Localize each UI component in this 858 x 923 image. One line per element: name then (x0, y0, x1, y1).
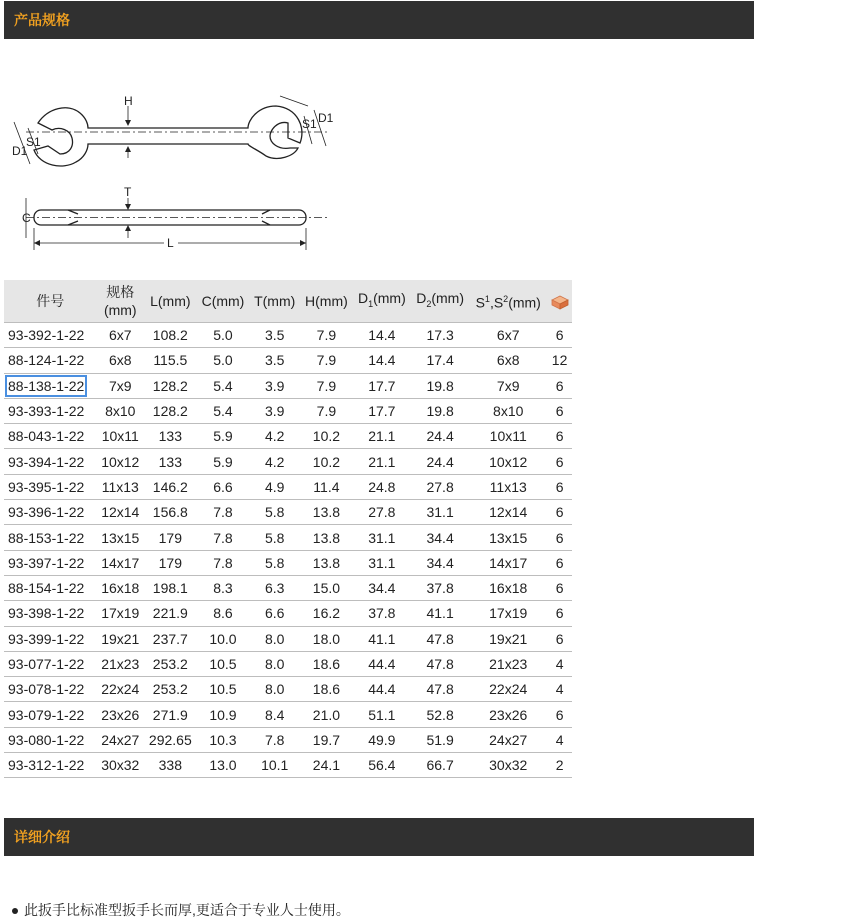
table-cell: 3.9 (249, 373, 300, 398)
section-title: 产品规格 (14, 12, 70, 28)
table-cell: 8x10 (97, 398, 144, 423)
table-row (4, 753, 572, 778)
table-cell: 14x17 (97, 550, 144, 575)
table-cell: 4.2 (249, 449, 300, 474)
table-cell: 5.8 (249, 550, 300, 575)
section-header-details (4, 818, 754, 856)
table-cell: 10x11 (469, 424, 547, 449)
table-cell: 7.9 (300, 373, 353, 398)
table-cell: 5.0 (197, 348, 250, 373)
table-row (4, 601, 572, 626)
table-cell: 3.5 (249, 323, 300, 348)
table-cell: 37.8 (353, 601, 411, 626)
table-cell: 10x12 (97, 449, 144, 474)
table-cell: 271.9 (144, 702, 197, 727)
table-cell: 6x8 (97, 348, 144, 373)
table-cell: 30x32 (97, 753, 144, 778)
table-cell: 47.8 (411, 651, 469, 676)
table-row (4, 525, 572, 550)
table-cell: 8.3 (197, 575, 250, 600)
table-row (4, 575, 572, 600)
table-cell: 221.9 (144, 601, 197, 626)
spec-table (4, 280, 572, 778)
table-row (4, 677, 572, 702)
table-cell: 5.9 (197, 424, 250, 449)
part-number-cell[interactable]: 93-079-1-22 (4, 702, 97, 727)
table-cell: 4.9 (249, 474, 300, 499)
table-cell: 47.8 (411, 626, 469, 651)
col-header-pack (547, 280, 572, 323)
part-number-cell[interactable]: 93-395-1-22 (4, 474, 97, 499)
table-row (4, 702, 572, 727)
table-cell: 66.7 (411, 753, 469, 778)
table-cell: 30x32 (469, 753, 547, 778)
table-cell: 4.2 (249, 424, 300, 449)
table-cell: 37.8 (411, 575, 469, 600)
table-cell: 7.8 (197, 500, 250, 525)
table-cell: 3.5 (249, 348, 300, 373)
table-cell: 6x7 (469, 323, 547, 348)
description-item (12, 900, 350, 920)
table-row (4, 651, 572, 676)
label-H: H (124, 94, 133, 108)
table-cell: 41.1 (353, 626, 411, 651)
table-cell: 338 (144, 753, 197, 778)
table-cell: 23x26 (97, 702, 144, 727)
part-number-cell[interactable]: 93-398-1-22 (4, 601, 97, 626)
table-cell: 108.2 (144, 323, 197, 348)
table-cell: 198.1 (144, 575, 197, 600)
part-number-cell[interactable]: 93-078-1-22 (4, 677, 97, 702)
table-cell: 14.4 (353, 348, 411, 373)
part-number-cell[interactable]: 93-397-1-22 (4, 550, 97, 575)
part-number-cell[interactable]: 93-394-1-22 (4, 449, 97, 474)
description-text: 此扳手比标准型扳手长而厚,更适合于专业人士使用。 (24, 902, 350, 918)
table-cell: 146.2 (144, 474, 197, 499)
table-cell: 56.4 (353, 753, 411, 778)
table-cell: 6.3 (249, 575, 300, 600)
table-cell: 17.4 (411, 348, 469, 373)
table-cell: 8.0 (249, 651, 300, 676)
table-cell: 15.0 (300, 575, 353, 600)
table-cell: 5.4 (197, 373, 250, 398)
table-cell: 6x7 (97, 323, 144, 348)
table-cell: 4 (547, 677, 572, 702)
part-number-cell[interactable]: 93-080-1-22 (4, 727, 97, 752)
table-row (4, 398, 572, 423)
table-cell: 22x24 (97, 677, 144, 702)
table-cell: 13.8 (300, 500, 353, 525)
bullet-icon (12, 908, 18, 914)
table-cell: 133 (144, 449, 197, 474)
table-cell: 7.8 (197, 525, 250, 550)
table-cell: 16.2 (300, 601, 353, 626)
table-cell: 8.0 (249, 677, 300, 702)
table-cell: 10.9 (197, 702, 250, 727)
table-row (4, 626, 572, 651)
label-T: T (124, 185, 132, 199)
table-cell: 6 (547, 525, 572, 550)
part-number-cell[interactable]: 88-124-1-22 (4, 348, 97, 373)
table-cell: 7.8 (197, 550, 250, 575)
table-row (4, 373, 572, 398)
table-row (4, 474, 572, 499)
table-cell: 21x23 (469, 651, 547, 676)
table-cell: 292.65 (144, 727, 197, 752)
table-cell: 21x23 (97, 651, 144, 676)
table-cell: 6 (547, 398, 572, 423)
part-number-cell[interactable]: 93-393-1-22 (4, 398, 97, 423)
table-cell: 253.2 (144, 677, 197, 702)
table-cell: 8.6 (197, 601, 250, 626)
table-cell: 5.9 (197, 449, 250, 474)
table-cell: 27.8 (353, 500, 411, 525)
table-header-row (4, 280, 572, 323)
table-cell: 5.4 (197, 398, 250, 423)
table-cell: 24.4 (411, 424, 469, 449)
table-cell: 8.4 (249, 702, 300, 727)
col-header-spec: 规格 (mm) (97, 280, 144, 323)
table-cell: 179 (144, 550, 197, 575)
table-cell: 44.4 (353, 677, 411, 702)
table-cell: 5.8 (249, 525, 300, 550)
table-cell: 7.9 (300, 323, 353, 348)
table-cell: 31.1 (353, 525, 411, 550)
table-cell: 6 (547, 601, 572, 626)
table-cell: 6 (547, 474, 572, 499)
col-header-code: 件号 (4, 280, 97, 323)
table-cell: 18.6 (300, 651, 353, 676)
table-cell: 22x24 (469, 677, 547, 702)
table-cell: 7x9 (97, 373, 144, 398)
table-cell: 41.1 (411, 601, 469, 626)
table-cell: 13x15 (97, 525, 144, 550)
part-number-cell[interactable]: 93-396-1-22 (4, 500, 97, 525)
table-cell: 5.8 (249, 500, 300, 525)
table-row (4, 348, 572, 373)
col-header-D2: $D_2(mm)$ (411, 280, 469, 323)
table-cell: 6.6 (249, 601, 300, 626)
table-cell: 34.4 (411, 525, 469, 550)
table-cell: 13.8 (300, 550, 353, 575)
table-cell: 7.9 (300, 348, 353, 373)
table-cell: 17.3 (411, 323, 469, 348)
table-cell: 11.4 (300, 474, 353, 499)
table-cell: 133 (144, 424, 197, 449)
label-C: C (22, 211, 31, 225)
table-cell: 13.0 (197, 753, 250, 778)
table-cell: 19.8 (411, 373, 469, 398)
table-cell: 21.0 (300, 702, 353, 727)
table-cell: 6.6 (197, 474, 250, 499)
table-cell: 12x14 (469, 500, 547, 525)
table-cell: 19x21 (469, 626, 547, 651)
table-cell: 17x19 (469, 601, 547, 626)
table-cell: 49.9 (353, 727, 411, 752)
table-cell: 10x11 (97, 424, 144, 449)
section-title: 详细介绍 (14, 829, 70, 845)
table-cell: 6 (547, 702, 572, 727)
part-number-cell[interactable]: 88-154-1-22 (4, 575, 97, 600)
col-header-S: $S^1,S^2(mm)$ (469, 280, 547, 323)
table-cell: 34.4 (411, 550, 469, 575)
table-cell: 13.8 (300, 525, 353, 550)
table-row (4, 323, 572, 348)
col-header-D1: $D_1(mm)$ (353, 280, 411, 323)
table-cell: 115.5 (144, 348, 197, 373)
table-cell: 2 (547, 753, 572, 778)
table-cell: 16x18 (97, 575, 144, 600)
table-cell: 7.9 (300, 398, 353, 423)
table-cell: 24.4 (411, 449, 469, 474)
table-cell: 6 (547, 626, 572, 651)
table-cell: 24.1 (300, 753, 353, 778)
table-row (4, 727, 572, 752)
col-header-H: H(mm) (300, 280, 353, 323)
table-cell: 10.0 (197, 626, 250, 651)
table-cell: 7x9 (469, 373, 547, 398)
table-cell: 11x13 (469, 474, 547, 499)
part-number-cell[interactable]: 88-138-1-22 (4, 373, 97, 398)
table-cell: 34.4 (353, 575, 411, 600)
box-icon (551, 294, 569, 310)
table-cell: 7.8 (249, 727, 300, 752)
table-cell: 18.6 (300, 677, 353, 702)
table-cell: 6 (547, 575, 572, 600)
table-row (4, 550, 572, 575)
table-cell: 12 (547, 348, 572, 373)
wrench-dimension-diagram (8, 88, 338, 258)
table-cell: 13x15 (469, 525, 547, 550)
col-header-C: C(mm) (197, 280, 250, 323)
part-number-cell[interactable]: 93-077-1-22 (4, 651, 97, 676)
table-cell: 17.7 (353, 373, 411, 398)
table-cell: 5.0 (197, 323, 250, 348)
table-cell: 179 (144, 525, 197, 550)
col-header-L: L(mm) (144, 280, 197, 323)
table-cell: 128.2 (144, 373, 197, 398)
table-cell: 253.2 (144, 651, 197, 676)
table-row (4, 424, 572, 449)
table-cell: 17.7 (353, 398, 411, 423)
table-cell: 51.1 (353, 702, 411, 727)
table-cell: 51.9 (411, 727, 469, 752)
table-cell: 156.8 (144, 500, 197, 525)
table-cell: 8.0 (249, 626, 300, 651)
table-cell: 4 (547, 651, 572, 676)
table-cell: 19.7 (300, 727, 353, 752)
table-cell: 10.5 (197, 677, 250, 702)
table-cell: 10.1 (249, 753, 300, 778)
table-cell: 6 (547, 550, 572, 575)
part-number-cell[interactable]: 88-043-1-22 (4, 424, 97, 449)
table-cell: 10.5 (197, 651, 250, 676)
table-cell: 128.2 (144, 398, 197, 423)
col-header-T: T(mm) (249, 280, 300, 323)
table-cell: 6x8 (469, 348, 547, 373)
table-cell: 6 (547, 424, 572, 449)
table-cell: 10x12 (469, 449, 547, 474)
table-cell: 21.1 (353, 449, 411, 474)
part-number-cell[interactable]: 93-392-1-22 (4, 323, 97, 348)
table-cell: 11x13 (97, 474, 144, 499)
table-cell: 8x10 (469, 398, 547, 423)
label-S1-right: S1 (302, 117, 317, 131)
table-cell: 24x27 (97, 727, 144, 752)
table-row (4, 500, 572, 525)
table-cell: 10.3 (197, 727, 250, 752)
table-cell: 52.8 (411, 702, 469, 727)
table-cell: 44.4 (353, 651, 411, 676)
table-cell: 24x27 (469, 727, 547, 752)
part-number-cell[interactable]: 88-153-1-22 (4, 525, 97, 550)
table-cell: 6 (547, 449, 572, 474)
table-cell: 10.2 (300, 424, 353, 449)
table-cell: 16x18 (469, 575, 547, 600)
table-cell: 17x19 (97, 601, 144, 626)
table-cell: 6 (547, 500, 572, 525)
table-cell: 10.2 (300, 449, 353, 474)
table-cell: 6 (547, 373, 572, 398)
table-cell: 18.0 (300, 626, 353, 651)
part-number-cell[interactable]: 93-312-1-22 (4, 753, 97, 778)
label-S1-left: S1 (26, 135, 41, 149)
table-cell: 27.8 (411, 474, 469, 499)
table-cell: 14x17 (469, 550, 547, 575)
label-D1-left: D1 (12, 144, 28, 158)
table-cell: 6 (547, 323, 572, 348)
part-number-cell[interactable]: 93-399-1-22 (4, 626, 97, 651)
table-cell: 24.8 (353, 474, 411, 499)
table-cell: 23x26 (469, 702, 547, 727)
wrench-top-view (34, 106, 302, 166)
table-cell: 12x14 (97, 500, 144, 525)
label-L: L (167, 236, 174, 250)
label-D1-right: D1 (318, 111, 334, 125)
table-cell: 31.1 (353, 550, 411, 575)
table-cell: 3.9 (249, 398, 300, 423)
table-cell: 14.4 (353, 323, 411, 348)
table-row (4, 449, 572, 474)
table-cell: 237.7 (144, 626, 197, 651)
table-cell: 47.8 (411, 677, 469, 702)
table-cell: 21.1 (353, 424, 411, 449)
table-cell: 31.1 (411, 500, 469, 525)
table-cell: 4 (547, 727, 572, 752)
table-cell: 19.8 (411, 398, 469, 423)
section-header-specs (4, 1, 754, 39)
table-cell: 19x21 (97, 626, 144, 651)
